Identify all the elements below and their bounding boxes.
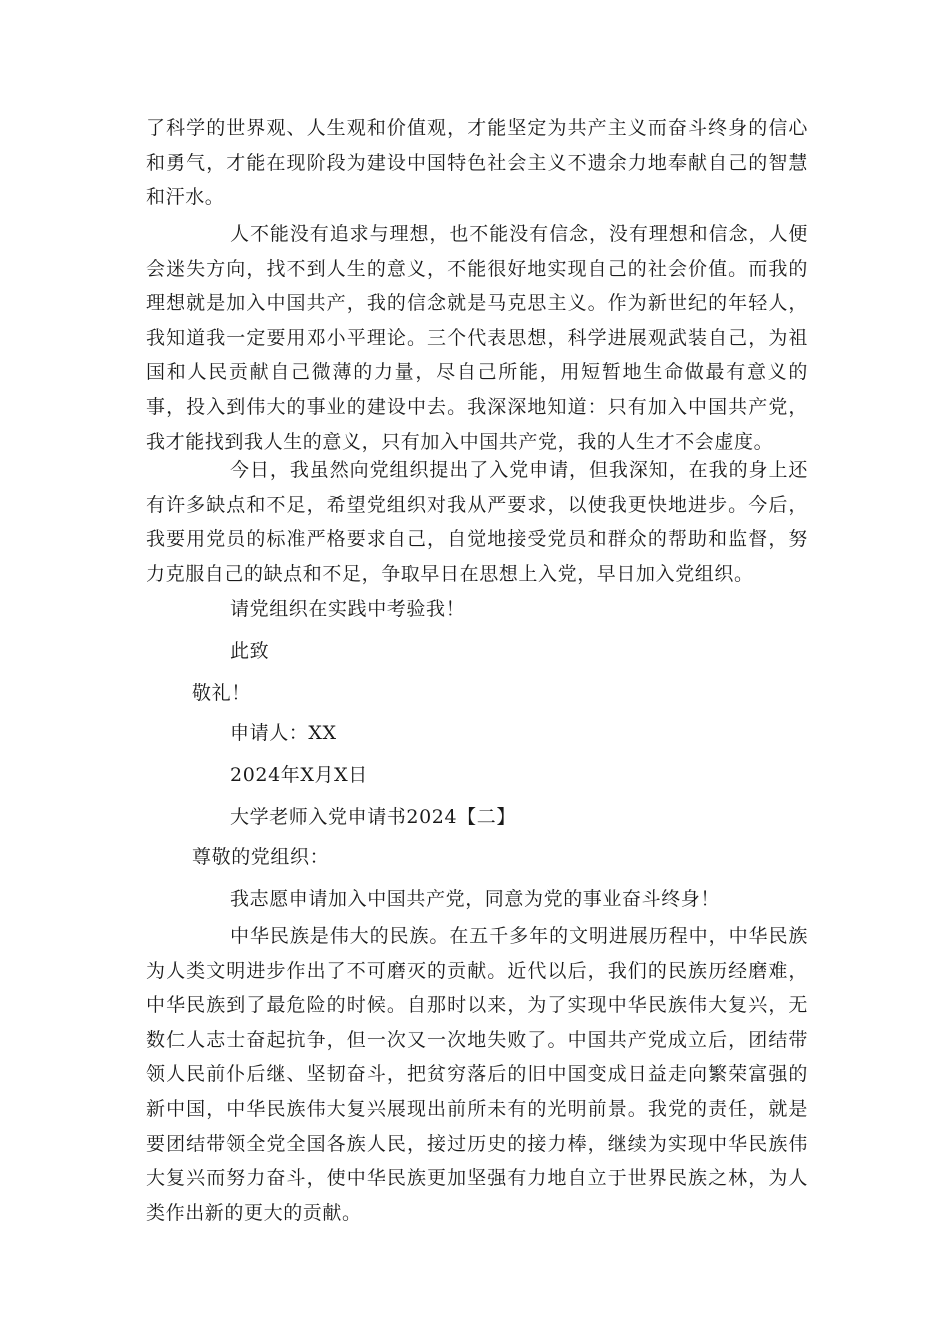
paragraph-application: 今日，我虽然向党组织提出了入党申请，但我深知，在我的身上还有许多缺点和不足，希望党组织对我从严要求，以使我更快地进步。今后，我要用党员的标准严格要求自己，自觉地接受党员和群众的帮助和监督，努力克服自己的缺点和不足，争取早日在思想上入党，早日加入党组织。 bbox=[146, 459, 808, 585]
application-date: 2024年X月X日 bbox=[230, 764, 368, 786]
paragraph-nation: 中华民族是伟大的民族。在五千多年的文明进展历程中，中华民族为人类文明进步作出了不可磨灭的贡献。近代以后，我们的民族历经磨难，中华民族到了最危险的时候。自那时以来，为了实现中华民族伟大复兴，无数仁人志士奋起抗争，但一次又一次地失败了。中国共产党成立后，团结带领人民前仆后继、坚韧奋斗，把贫穷落后的旧中国变成日益走向繁荣富强的新中国，中华民族伟大复兴展现出前所未有的光明前景。我党的责任，就是要团结带领全党全国各族人民，接过历史的接力棒，继续为实现中华民族伟大复兴而努力奋斗，使中华民族更加坚强有力地自立于世界民族之林，为人类作出新的更大的贡献。 bbox=[146, 925, 808, 1224]
paragraph-worldview: 了科学的世界观、人生观和价值观，才能坚定为共产主义而奋斗终身的信心和勇气，才能在现阶段为建设中国特色社会主义不遗余力地奉献自己的智慧和汗水。 bbox=[146, 117, 808, 209]
paragraph-ideals: 人不能没有追求与理想，也不能没有信念，没有理想和信念，人便会迷失方向，找不到人生的意义，不能很好地实现自己的社会价值。而我的理想就是加入中国共产，我的信念就是马克思主义。作为新世纪的年轻人，我知道我一定要用邓小平理论。三个代表思想，科学进展观武装自己，为祖国和人民贡献自己微薄的力量，尽自己所能，用短暂地生命做最有意义的事，投入到伟大的事业的建设中去。我深深地知道：只有加入中国共产党，我才能找到我人生的意义，只有加入中国共产党，我的人生才不会虚度。 bbox=[146, 223, 808, 453]
greeting: 尊敬的党组织： bbox=[192, 846, 330, 868]
closing-request: 请党组织在实践中考验我！ bbox=[230, 598, 466, 620]
closing-salutation: 此致 bbox=[230, 640, 270, 662]
applicant-name: 申请人：XX bbox=[230, 722, 337, 744]
closing-regards: 敬礼！ bbox=[192, 682, 251, 704]
section-title: 大学老师入党申请书2024【二】 bbox=[230, 806, 516, 828]
pledge-statement: 我志愿申请加入中国共产党，同意为党的事业奋斗终身！ bbox=[230, 888, 721, 910]
